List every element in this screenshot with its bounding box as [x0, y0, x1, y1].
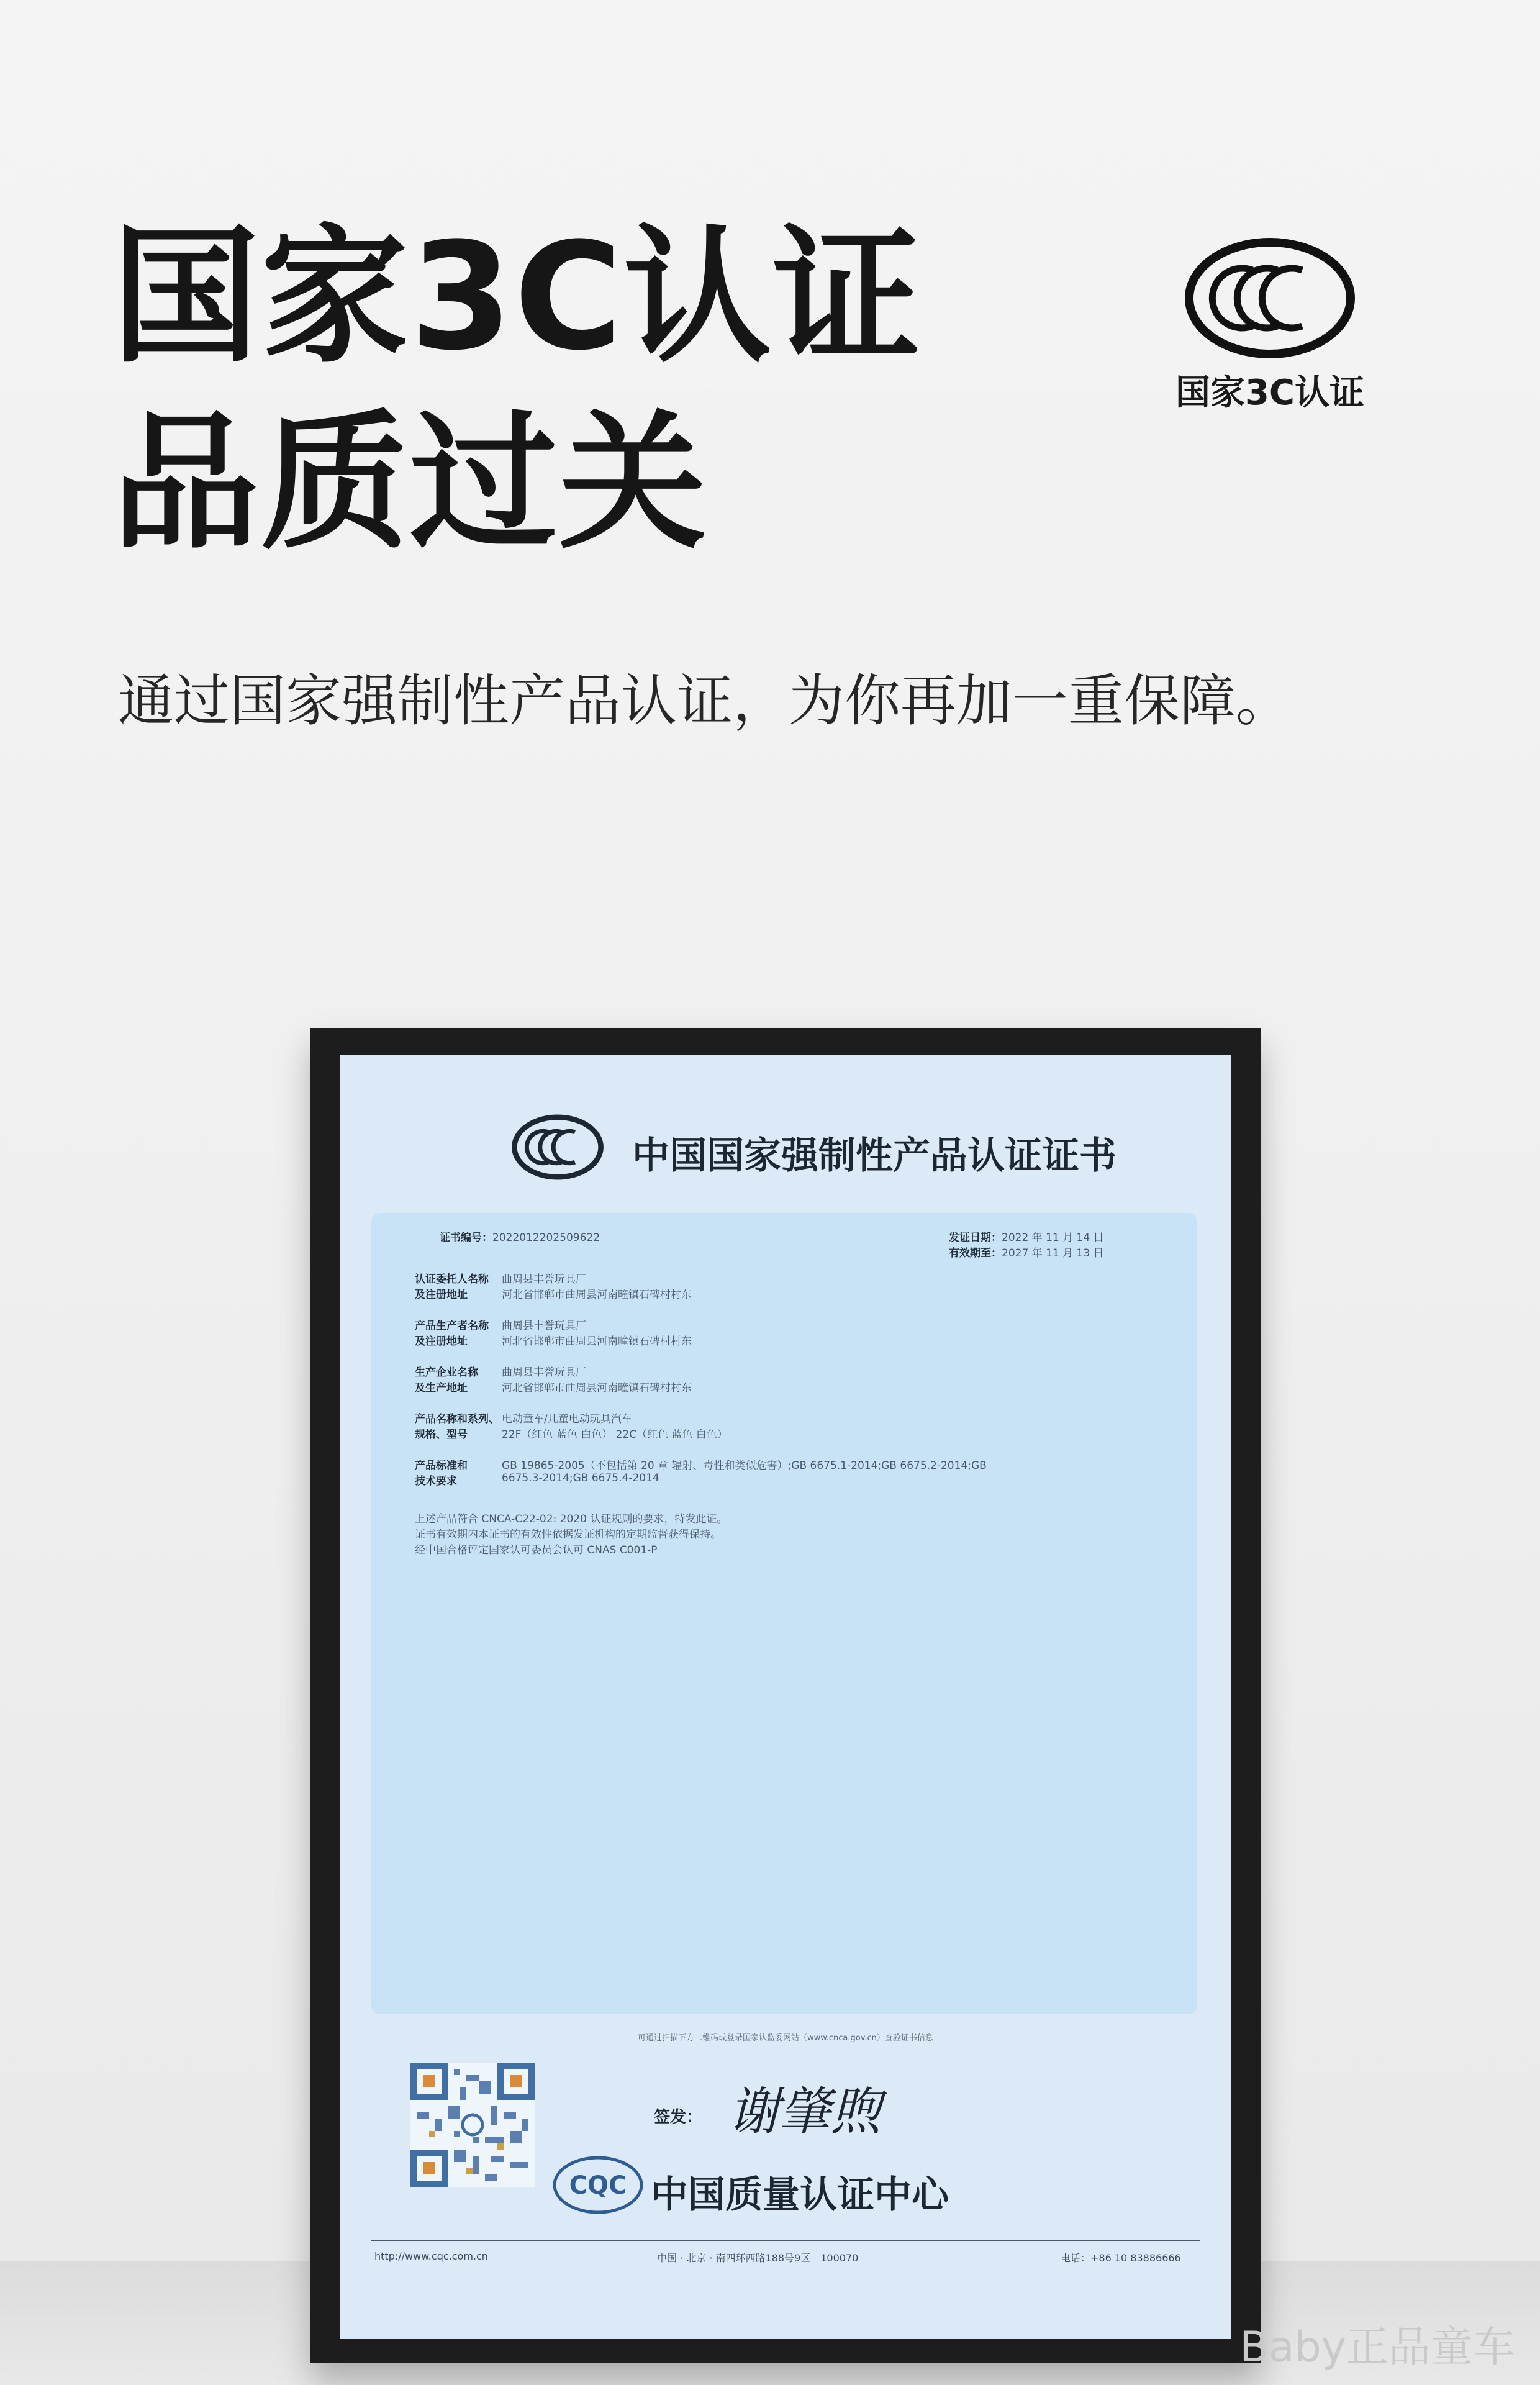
issue-date: 2022 年 11 月 14 日	[1002, 1232, 1104, 1244]
expiry-date-row	[949, 1244, 1104, 1260]
field-value: 6675.3-2014;GB 6675.4-2014	[502, 1472, 659, 1484]
note-line: 上述产品符合 CNCA-C22-02: 2020 认证规则的要求，特发此证。	[415, 1513, 728, 1525]
cert-number: 2022012202509622	[492, 1232, 600, 1244]
field-label: 生产企业名称	[415, 1366, 478, 1379]
footer-phone: 电话：+86 10 83886666	[1061, 2252, 1181, 2264]
qr-code	[410, 2063, 535, 2187]
verify-note: 可通过扫描下方二维码或登录国家认监委网站（www.cnca.gov.cn）查验证书信息	[638, 2033, 933, 2043]
cqc-logo-text: CQC	[569, 2171, 627, 2200]
ccc-badge	[1167, 236, 1372, 415]
field-value: 电动童车/儿童电动玩具汽车	[502, 1413, 632, 1425]
cert-number-row	[440, 1229, 600, 1244]
ccc-mark-icon	[1183, 236, 1357, 360]
field-label: 及注册地址	[415, 1335, 468, 1348]
subline: 通过国家强制性产品认证，为你再加一重保障。	[118, 668, 1292, 734]
footer-divider	[371, 2240, 1200, 2241]
note-line: 证书有效期内本证书的有效性依据发证机构的定期监督获得保持。	[415, 1529, 721, 1541]
certificate-paper	[340, 1055, 1231, 2339]
field-value: 22F（红色 蓝色 白色） 22C（红色 蓝色 白色）	[502, 1429, 728, 1441]
field-label: 产品生产者名称	[415, 1320, 489, 1332]
cqc-logo-icon	[551, 2154, 645, 2216]
certificate-frame	[310, 1028, 1261, 2363]
cert-number-label: 证书编号：	[440, 1232, 492, 1244]
footer-website: http://www.cqc.com.cn	[374, 2250, 488, 2262]
issue-date-row	[949, 1229, 1104, 1244]
field-label: 及生产地址	[415, 1382, 468, 1394]
field-value: 河北省邯郸市曲周县河南疃镇石碑村村东	[502, 1335, 692, 1348]
field-label: 及注册地址	[415, 1289, 468, 1301]
watermark: Baby正品童车	[1239, 2323, 1515, 2372]
certificate-body	[371, 1213, 1197, 2014]
issuer	[551, 2154, 986, 2216]
certificate-title: 中国国家强制性产品认证证书	[632, 1134, 1116, 1178]
field-label: 产品名称和系列、	[415, 1413, 499, 1425]
badge-label: 国家3C认证	[1175, 373, 1365, 413]
field-value: GB 19865-2005（不包括第 20 章 辐射、毒性和类似危害）;GB 6675.1-2014;GB 6675.2-2014;GB	[502, 1460, 987, 1472]
field-label: 认证委托人名称	[415, 1273, 489, 1286]
sign-label: 签发：	[654, 2108, 703, 2127]
headline-line-2: 品质过关	[112, 398, 708, 570]
expiry-date: 2027 年 11 月 13 日	[1002, 1247, 1104, 1260]
footer-address: 中国 · 北京 · 南四环西路188号9区 100070	[657, 2252, 859, 2264]
headline-line-1: 国家3C认证	[112, 211, 922, 383]
certificate-header	[340, 1101, 1231, 1182]
field-value: 河北省邯郸市曲周县河南疃镇石碑村村东	[502, 1289, 692, 1301]
field-label: 规格、型号	[415, 1429, 468, 1441]
field-label: 产品标准和	[415, 1460, 468, 1472]
field-value: 曲周县丰誉玩具厂	[502, 1320, 586, 1332]
issue-date-label: 发证日期：	[949, 1232, 1002, 1244]
signature	[722, 2073, 908, 2148]
ccc-mark-icon	[511, 1114, 604, 1181]
expiry-date-label: 有效期至：	[949, 1247, 1002, 1260]
note-line: 经中国合格评定国家认可委员会认可 CNAS C001-P	[415, 1544, 658, 1556]
issuer-name: 中国质量认证中心	[651, 2173, 949, 2217]
field-value: 河北省邯郸市曲周县河南疃镇石碑村村东	[502, 1382, 692, 1394]
field-value: 曲周县丰誉玩具厂	[502, 1366, 586, 1379]
signature-text: 谢肇煦	[728, 2083, 881, 2142]
field-value: 曲周县丰誉玩具厂	[502, 1273, 586, 1286]
field-label: 技术要求	[415, 1475, 457, 1488]
